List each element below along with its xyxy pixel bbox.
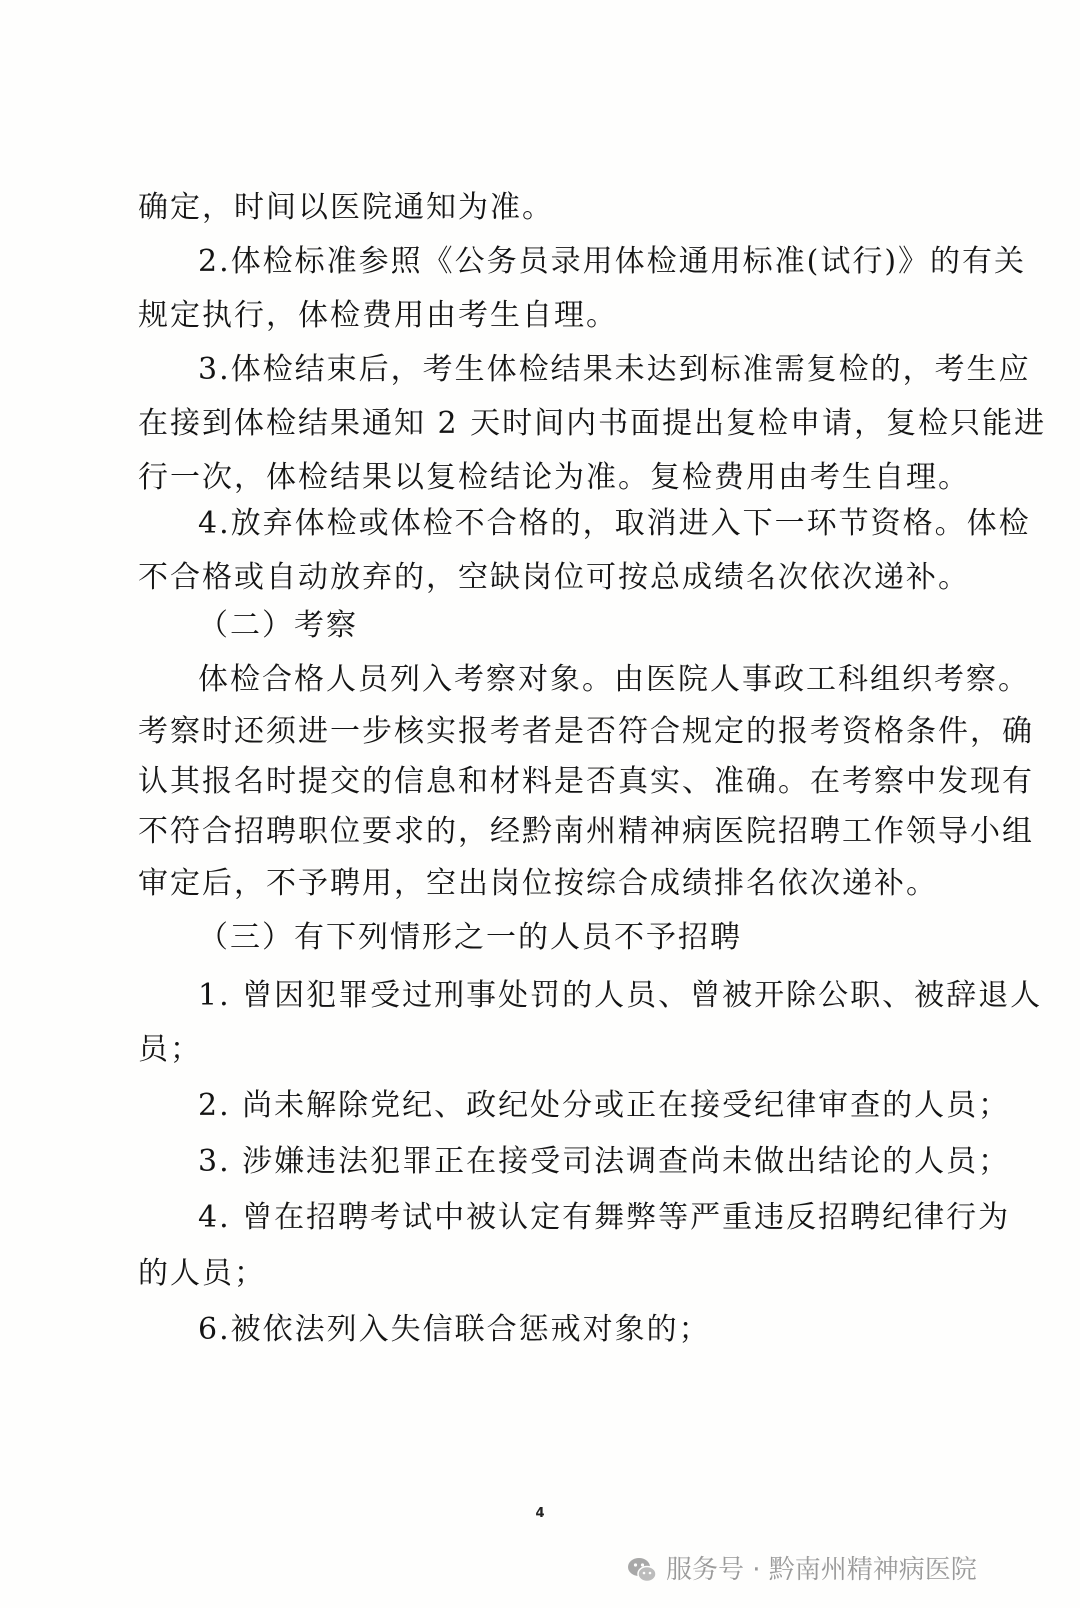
text-line: 审定后，不予聘用，空出岗位按综合成绩排名依次递补。 <box>138 866 938 901</box>
text-line: 体检合格人员列入考察对象。由医院人事政工科组织考察。 <box>198 662 1030 697</box>
text-line: 员； <box>138 1032 202 1067</box>
text-line: 不符合招聘职位要求的，经黔南州精神病医院招聘工作领导小组 <box>138 814 1034 849</box>
text-line: 规定执行，体检费用由考生自理。 <box>138 298 618 333</box>
text-line: 行一次，体检结果以复检结论为准。复检费用由考生自理。 <box>138 460 970 495</box>
text-line: 认其报名时提交的信息和材料是否真实、准确。在考察中发现有 <box>138 764 1034 799</box>
text-line: 在接到体检结果通知 2 天时间内书面提出复检申请，复检只能进 <box>138 406 1047 441</box>
section-heading: （三）有下列情形之一的人员不予招聘 <box>198 920 742 955</box>
watermark <box>626 1548 977 1592</box>
list-item: 3. 涉嫌违法犯罪正在接受司法调查尚未做出结论的人员； <box>198 1144 1011 1179</box>
text-line: 考察时还须进一步核实报考者是否符合规定的报考资格条件，确 <box>138 714 1034 749</box>
watermark-text: 服务号 · 黔南州精神病医院 <box>666 1555 977 1585</box>
list-item: 1. 曾因犯罪受过刑事处罚的人员、曾被开除公职、被辞退人 <box>198 978 1043 1013</box>
text-line: 不合格或自动放弃的，空缺岗位可按总成绩名次依次递补。 <box>138 560 970 595</box>
text-line: 的人员； <box>138 1256 266 1291</box>
text-line: 2.体检标准参照《公务员录用体检通用标准(试行)》的有关 <box>198 244 1027 279</box>
text-line: 3.体检结束后，考生体检结果未达到标准需复检的，考生应 <box>198 352 1031 387</box>
text-line: 4.放弃体检或体检不合格的，取消进入下一环节资格。体检 <box>198 506 1031 541</box>
list-item: 2. 尚未解除党纪、政纪处分或正在接受纪律审查的人员； <box>198 1088 1011 1123</box>
list-item: 6.被依法列入失信联合惩戒对象的； <box>198 1312 711 1347</box>
text-line: 确定，时间以医院通知为准。 <box>138 190 554 225</box>
page-number: 4 <box>535 1506 545 1521</box>
wechat-icon <box>626 1554 658 1586</box>
list-item: 4. 曾在招聘考试中被认定有舞弊等严重违反招聘纪律行为 <box>198 1200 1011 1235</box>
section-heading: （二）考察 <box>198 608 358 643</box>
